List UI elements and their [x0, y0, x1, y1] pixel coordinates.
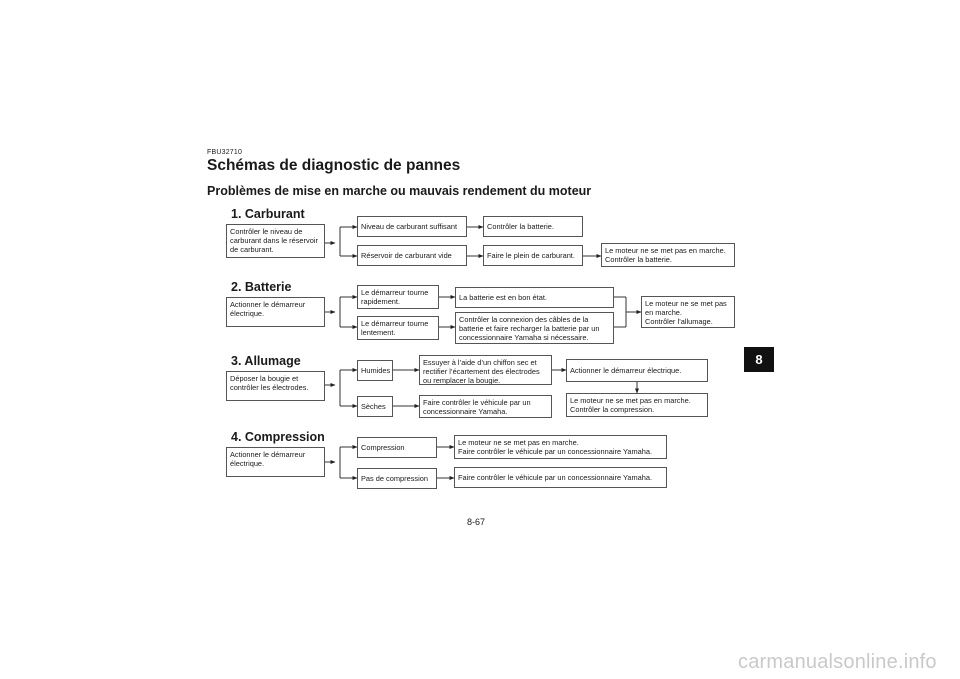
action-dealer-inspection: Faire contrôler le véhicule par un concessionnaire Yamaha.	[419, 395, 552, 418]
step-operate-starter-compression: Actionner le démarreur électrique.	[226, 447, 325, 477]
result-compression: Compression	[357, 437, 437, 458]
result-fuel-sufficient: Niveau de carburant suffisant	[357, 216, 467, 237]
result-fuel-empty: Réservoir de carburant vide	[357, 245, 467, 266]
chapter-tab	[744, 347, 774, 372]
page-subtitle: Problèmes de mise en marche ou mauvais rendement du moteur	[207, 184, 592, 198]
action-clean-spark-plug: Essuyer à l’aide d’un chiffon sec et rectifier l’écartement des électrodes ou remplacer la bougie.	[419, 355, 552, 385]
final-check-battery: Le moteur ne se met pas en marche. Contrôler la batterie.	[601, 243, 735, 267]
result-wet: Humides	[357, 360, 393, 381]
action-check-battery: Contrôler la batterie.	[483, 216, 583, 237]
action-battery-ok: La batterie est en bon état.	[455, 287, 614, 308]
step-check-spark-plug: Déposer la bougie et contrôler les électrodes.	[226, 371, 325, 401]
watermark: carmanualsonline.info	[738, 651, 937, 673]
final-check-ignition: Le moteur ne se met pas en marche. Contrôler l’allumage.	[641, 296, 735, 328]
result-starter-fast: Le démarreur tourne rapidement.	[357, 285, 439, 309]
action-dealer-inspection-compression: Le moteur ne se met pas en marche. Faire contrôler le véhicule par un concessionnaire Yamaha.	[454, 435, 667, 459]
result-no-compression: Pas de compression	[357, 468, 437, 489]
section-heading-carburant: 1. Carburant	[231, 207, 305, 221]
action-dealer-inspection-no-compression: Faire contrôler le véhicule par un concessionnaire Yamaha.	[454, 467, 667, 488]
action-operate-starter: Actionner le démarreur électrique.	[566, 359, 708, 382]
result-starter-slow: Le démarreur tourne lentement.	[357, 316, 439, 340]
result-dry: Sèches	[357, 396, 393, 417]
step-operate-starter: Actionner le démarreur électrique.	[226, 297, 325, 327]
page-number: 8-67	[467, 517, 486, 527]
step-check-fuel-level: Contrôler le niveau de carburant dans le réservoir de carburant.	[226, 224, 325, 258]
section-heading-compression: 4. Compression	[231, 430, 325, 444]
section-heading-allumage: 3. Allumage	[231, 354, 301, 368]
final-check-compression: Le moteur ne se met pas en marche. Contrôler la compression.	[566, 393, 708, 417]
chapter-tab-label: 8	[755, 352, 763, 367]
reference-code: FBU32710	[207, 149, 243, 156]
page-title: Schémas de diagnostic de pannes	[207, 157, 461, 174]
action-refuel: Faire le plein de carburant.	[483, 245, 583, 266]
action-recharge-battery: Contrôler la connexion des câbles de la batterie et faire recharger la batterie par un concessionnaire Yamaha si nécessaire.	[455, 312, 614, 344]
section-heading-batterie: 2. Batterie	[231, 280, 292, 294]
